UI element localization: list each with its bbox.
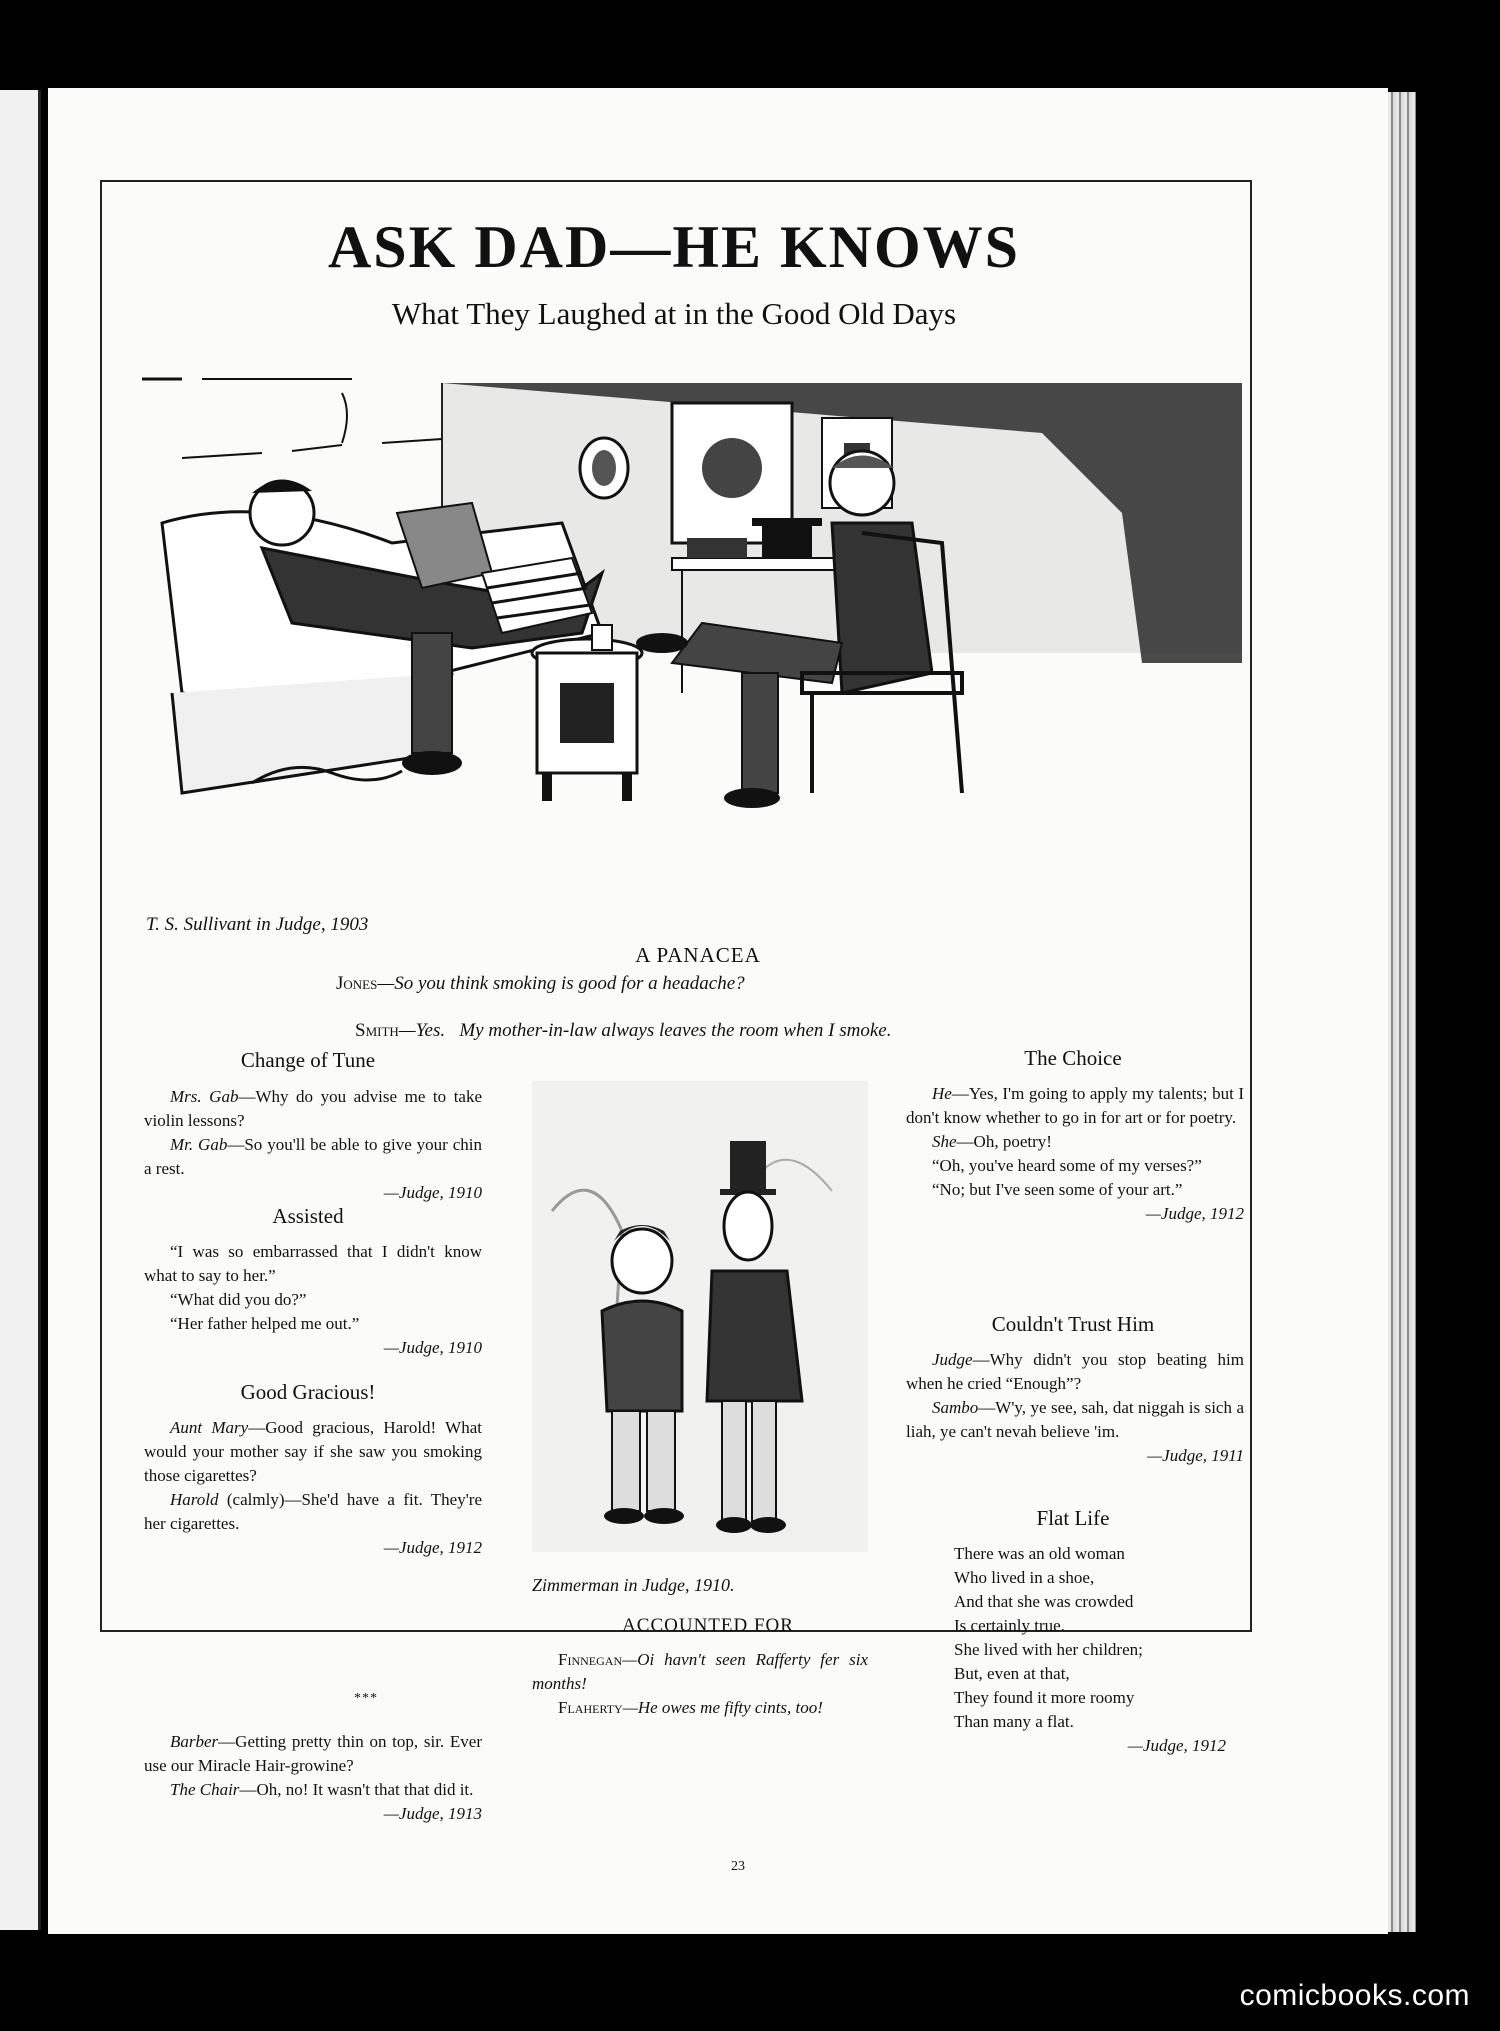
jones-line: —So you think smoking is good for a headache? (377, 973, 745, 994)
speaker-flaherty: Flaherty (558, 1698, 623, 1717)
good-gracious-source: —Judge, 1912 (383, 1538, 482, 1557)
speaker-mr-gab: Mr. Gab (170, 1135, 228, 1154)
speaker-harold: Harold (170, 1490, 219, 1509)
previous-page-edge (0, 90, 41, 1930)
speaker-smith: Smith (355, 1020, 399, 1041)
top-cartoon-credit: T. S. Sullivant in Judge, 1903 (146, 914, 369, 935)
speaker-sambo: Sambo (932, 1398, 979, 1417)
assisted-line-3: “Her father helped me out.” (170, 1314, 360, 1333)
the-choice-source: —Judge, 1912 (1145, 1204, 1244, 1223)
speaker-he: He (932, 1084, 952, 1103)
finnegan-line: —Oi havn't seen Rafferty fer six months! (532, 1650, 868, 1693)
mr-gab-line: —So you'll be able to give your chin a rest. (144, 1135, 483, 1178)
assisted-text (144, 1240, 482, 1360)
page-number: 23 (731, 1859, 745, 1874)
top-cartoon-illustration (142, 373, 1247, 988)
poem-line: There was an old woman (954, 1544, 1125, 1563)
the-choice-line-4: “No; but I've seen some of your art.” (932, 1180, 1183, 1199)
assisted-line-2: “What did you do?” (170, 1290, 307, 1309)
poem-line: And that she was crowded (954, 1592, 1134, 1611)
the-choice-line-3: “Oh, you've heard some of my verses?” (932, 1156, 1202, 1175)
speaker-finnegan: Finnegan (558, 1650, 623, 1669)
center-cartoon-credit: Zimmerman in Judge, 1910. (532, 1575, 735, 1595)
speaker-jones: Jones (336, 973, 378, 994)
center-cartoon-illustration (532, 1081, 868, 1552)
poem-line: But, even at that, (954, 1664, 1070, 1683)
judge-line: —Why didn't you stop beating him when he cried “Enough”? (906, 1350, 1244, 1393)
smith-line: —Yes. My mother-in-law always leaves the room when I smoke. (398, 1020, 892, 1041)
speaker-the-chair: The Chair (170, 1780, 240, 1799)
the-choice-title: The Choice (1024, 1046, 1122, 1070)
panacea-heading: A PANACEA (635, 943, 761, 967)
speaker-she: She (932, 1132, 957, 1151)
magazine-page (48, 88, 1388, 1934)
panacea-line-jones (336, 973, 745, 995)
speaker-aunt-mary: Aunt Mary (170, 1418, 249, 1437)
change-of-tune-title: Change of Tune (240, 1048, 376, 1072)
speaker-judge: Judge (932, 1350, 973, 1369)
change-of-tune-text (144, 1085, 482, 1205)
page-title: ASK DAD—HE KNOWS (327, 214, 1021, 280)
flat-life-source: —Judge, 1912 (1127, 1736, 1226, 1755)
assisted-source: —Judge, 1910 (383, 1338, 482, 1357)
flat-life-title: Flat Life (1036, 1506, 1110, 1530)
poem-line: Is certainly true. (954, 1616, 1065, 1635)
he-line: —Yes, I'm going to apply my talents; but I don't know whether to go in for art or for poetry. (906, 1084, 1244, 1127)
flat-life-poem (954, 1542, 1244, 1758)
good-gracious-text (144, 1416, 482, 1560)
the-chair-line: —Oh, no! It wasn't that that did it. (239, 1780, 474, 1799)
speaker-barber: Barber (170, 1732, 219, 1751)
barber-text (144, 1730, 482, 1826)
accounted-for-heading: ACCOUNTED FOR (622, 1615, 794, 1636)
change-of-tune-source: —Judge, 1910 (383, 1183, 482, 1202)
aunt-mary-line: —Good gracious, Harold! What would your mother say if she saw you smoking those cigarettes? (144, 1418, 482, 1485)
page-subtitle: What They Laughed at in the Good Old Days (391, 296, 957, 331)
the-choice-text (906, 1082, 1244, 1226)
good-gracious-title: Good Gracious! (240, 1380, 376, 1404)
barber-source: —Judge, 1913 (383, 1804, 482, 1823)
poem-line: Who lived in a shoe, (954, 1568, 1095, 1587)
accounted-for-text (532, 1648, 868, 1720)
poem-line: She lived with her children; (954, 1640, 1143, 1659)
poem-line: Than many a flat. (954, 1712, 1074, 1731)
couldnt-trust-him-text (906, 1348, 1244, 1468)
barber-line: —Getting pretty thin on top, sir. Ever use our Miracle Hair-growine? (144, 1732, 482, 1775)
couldnt-trust-him-title: Couldn't Trust Him (991, 1312, 1155, 1336)
harold-line: (calmly)—She'd have a fit. They're her cigarettes. (144, 1490, 482, 1533)
mrs-gab-line: —Why do you advise me to take violin lessons? (144, 1087, 483, 1130)
sambo-line: —W'y, ye see, sah, dat niggah is sich a liah, ye can't nevah believe 'im. (906, 1398, 1244, 1441)
speaker-mrs-gab: Mrs. Gab (170, 1087, 239, 1106)
she-line: —Oh, poetry! (956, 1132, 1052, 1151)
assisted-title: Assisted (272, 1204, 344, 1228)
flaherty-line: —He owes me fifty cints, too! (622, 1698, 823, 1717)
section-divider-stars: *** (354, 1691, 378, 1706)
couldnt-trust-him-source: —Judge, 1911 (1147, 1446, 1244, 1465)
poem-line: They found it more roomy (954, 1688, 1135, 1707)
assisted-line-1: “I was so embarrassed that I didn't know what to say to her.” (144, 1242, 482, 1285)
watermark: comicbooks.com (1239, 1979, 1470, 2012)
page-stack-edge (1388, 92, 1416, 1932)
